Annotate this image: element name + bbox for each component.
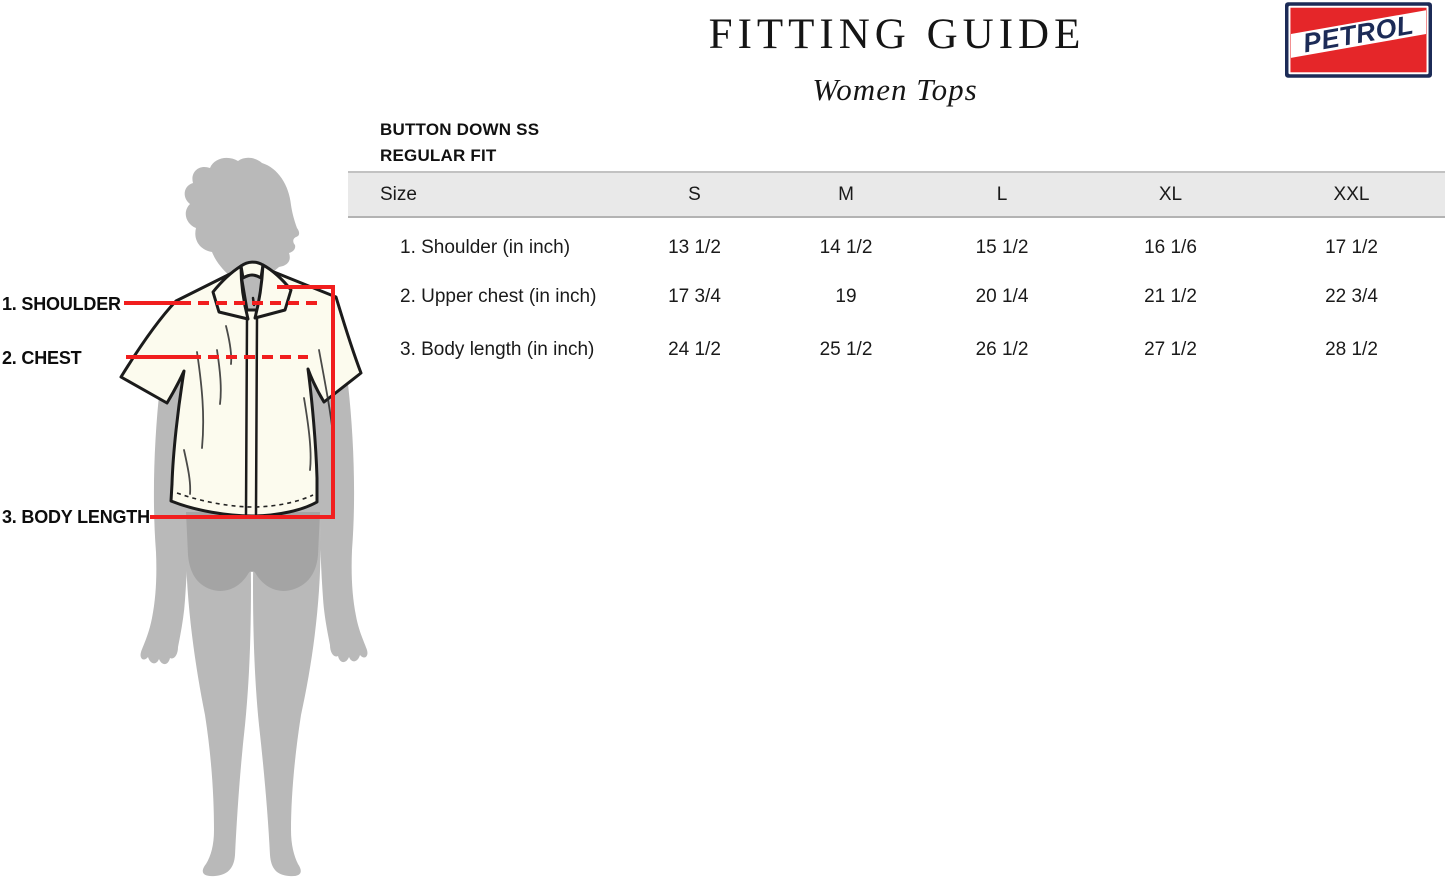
measurement-label-body-length: 3. BODY LENGTH [2,507,150,527]
table-row-shoulder [348,217,1445,270]
cell-value: 27 1/2 [1144,338,1197,360]
table-header-row [348,172,1445,217]
cell-value: 14 1/2 [819,237,873,258]
petrol-logo [1285,2,1432,78]
cell-value: 17 1/2 [1325,237,1378,258]
row-label: 2. Upper chest (in inch) [400,285,597,307]
bracket-vertical-line [331,285,335,519]
row-label: 3. Body length (in inch) [400,338,595,360]
cell-value: 24 1/2 [668,338,721,360]
shoulder-line-solid [124,301,180,305]
cell-value: 20 1/4 [975,285,1029,307]
silhouette-shorts [186,512,320,591]
col-header-size: Size [348,172,618,217]
table-row-body-length [348,323,1445,376]
shirt-collar-band [241,262,263,278]
measurement-label-shoulder: 1. SHOULDER [2,294,121,314]
measurement-label-chest: 2. CHEST [2,348,82,368]
col-header-xl: XL [1083,172,1258,217]
cell-value: 22 3/4 [1325,285,1378,307]
cell-value: 13 1/2 [668,237,721,258]
petrol-logo-text: PETROL [1300,9,1416,59]
col-header-xxl: XXL [1258,172,1445,217]
table-row-upper-chest [348,270,1445,323]
cell-value: 16 1/6 [1144,237,1197,258]
col-header-m: M [771,172,921,217]
cell-value: 21 1/2 [1144,285,1197,307]
cell-value: 28 1/2 [1325,338,1378,360]
product-name: BUTTON DOWN SS [380,120,540,139]
shoulder-line-dashed [180,301,320,305]
cell-value: 15 1/2 [975,237,1029,258]
cell-value: 19 [835,285,857,307]
product-block [380,117,539,169]
chest-line-solid [126,355,190,359]
cell-value: 25 1/2 [819,338,873,360]
bracket-top-line [277,285,335,289]
page-subtitle: Women Tops [812,72,978,107]
cell-value: 17 3/4 [668,285,721,307]
page-title: FITTING GUIDE [708,11,1086,58]
cell-value: 26 1/2 [975,338,1029,360]
col-header-l: L [921,172,1083,217]
row-label: 1. Shoulder (in inch) [400,237,571,258]
product-fit: REGULAR FIT [380,146,497,165]
chest-line-dashed [190,355,308,359]
fitting-diagram [0,0,380,879]
body-length-line [150,515,335,519]
size-table [348,171,1445,376]
col-header-s: S [618,172,771,217]
